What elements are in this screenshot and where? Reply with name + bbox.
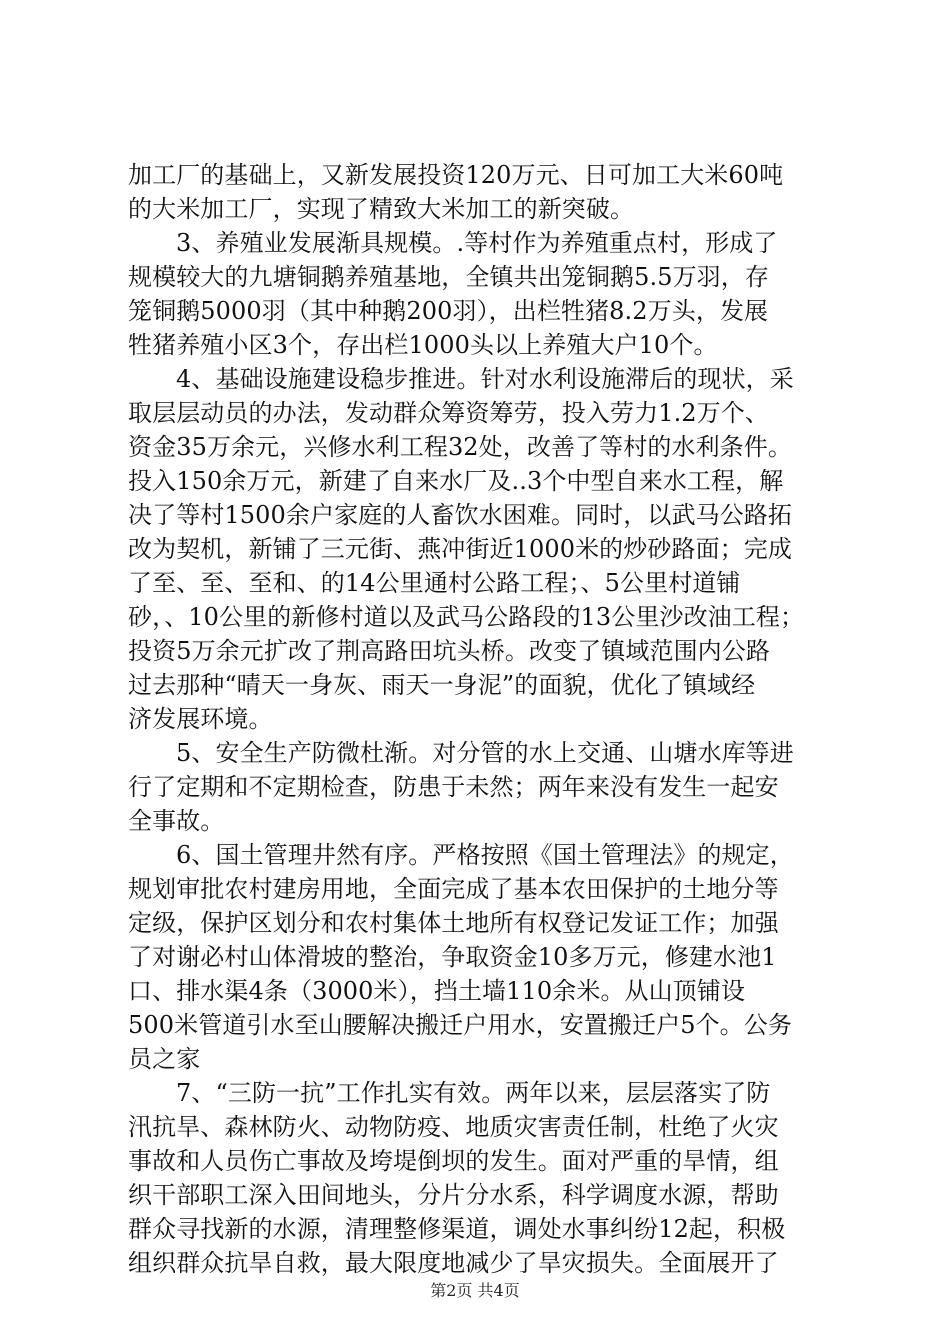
- text-line: 群众寻找新的水源，清理整修渠道，调处水事纠纷12起，积极: [128, 1215, 786, 1243]
- text-line: 规模较大的九塘铜鹅养殖基地，全镇共出笼铜鹅5.5万羽，存: [128, 263, 769, 291]
- paragraph-heading-3: 3、养殖业发展渐具规模。.等村作为养殖重点村，形成了: [176, 229, 778, 257]
- text-line: 资金35万余元，兴修水利工程32处，改善了等村的水利条件。: [128, 433, 792, 461]
- text-line: 投入150余万元，新建了自来水厂及..3个中型自来水工程，解: [128, 467, 784, 495]
- text-line: 砂，、10公里的新修村道以及武马公路段的13公里沙改油工程；: [128, 603, 805, 631]
- text-line: 过去那种“晴天一身灰、雨天一身泥”的面貌，优化了镇域经: [128, 671, 756, 699]
- paragraph-heading-5: 5、安全生产防微杜渐。对分管的水上交通、山塘水库等进: [176, 739, 794, 767]
- text-line: 织干部职工深入田间地头，分片分水系，科学调度水源，帮助: [128, 1181, 779, 1209]
- text-line: 定级，保护区划分和农村集体土地所有权登记发证工作；加强: [128, 909, 779, 937]
- document-body: [128, 158, 828, 1280]
- text-line: 牲猪养殖小区3个，存出栏1000头以上养殖大户10个。: [128, 331, 718, 359]
- text-line: 加工厂的基础上，又新发展投资120万元、日可加工大米60吨: [128, 161, 784, 189]
- paragraph-heading-7: 7、“三防一抗”工作扎实有效。两年以来，层层落实了防: [176, 1079, 771, 1107]
- text-line: 行了定期和不定期检查，防患于未然；两年来没有发生一起安: [128, 773, 779, 801]
- text-line: 了对谢必村山体滑坡的整治，争取资金10多万元，修建水池1: [128, 943, 777, 971]
- text-line: 笼铜鹅5000羽（其中种鹅200羽），出栏牲猪8.2万头，发展: [128, 297, 769, 325]
- text-line: 口、排水渠4条（3000米），挡土墙110余米。从山顶铺设: [128, 977, 746, 1005]
- text-line: 事故和人员伤亡事故及垮堤倒坝的发生。面对严重的旱情，组: [128, 1147, 779, 1175]
- text-line: 济发展环境。: [128, 705, 273, 733]
- text-line: 员之家: [128, 1045, 201, 1073]
- text-line: 了至、至、至和、的14公里通村公路工程；、5公里村道铺: [128, 569, 741, 597]
- text-line: 取层层动员的办法，发动群众筹资筹劳，投入劳力1.2万个、: [128, 399, 769, 427]
- paragraph-heading-4: 4、基础设施建设稳步推进。针对水利设施滞后的现状，采: [176, 365, 794, 393]
- text-line: 投资5万余元扩改了荆高路田坑头桥。改变了镇域范围内公路: [128, 637, 770, 665]
- text-line: 规划审批农村建房用地，全面完成了基本农田保护的土地分等: [128, 875, 779, 903]
- text-line: 500米管道引水至山腰解决搬迁户用水，安置搬迁户5个。公务: [128, 1011, 792, 1039]
- text-line: 组织群众抗旱自救，最大限度地减少了旱灾损失。全面展开了: [128, 1249, 779, 1277]
- text-line: 汛抗旱、森林防火、动物防疫、地质灾害责任制，杜绝了火灾: [128, 1113, 779, 1141]
- text-line: 改为契机，新铺了三元街、燕冲街近1000米的炒砂路面；完成: [128, 535, 792, 563]
- page-number-footer: 第2页 共4页: [430, 1281, 520, 1300]
- text-line: 的大米加工厂，实现了精致大米加工的新突破。: [128, 195, 635, 223]
- text-line: 决了等村1500余户家庭的人畜饮水困难。同时，以武马公路拓: [128, 501, 792, 529]
- paragraph-heading-6: 6、国土管理井然有序。严格按照《国土管理法》的规定，: [176, 841, 794, 869]
- text-line: 全事故。: [128, 807, 225, 835]
